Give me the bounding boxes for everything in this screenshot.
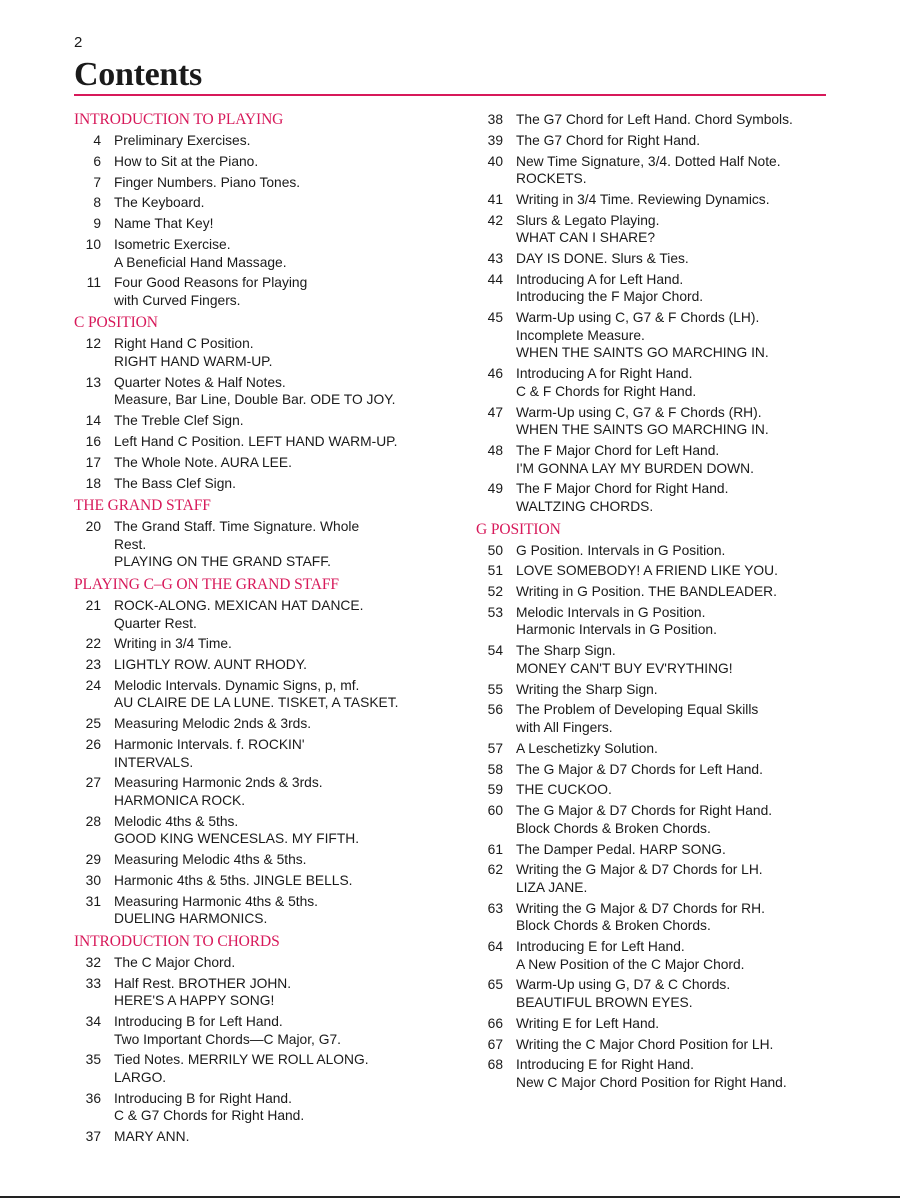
entry-page-number: 32 <box>85 954 101 970</box>
entry-line: The Grand Staff. Time Signature. Whole <box>114 519 360 535</box>
entry-page-number: 50 <box>487 542 503 558</box>
toc-entry <box>74 872 434 890</box>
entry-line: Introducing A for Left Hand. <box>516 271 684 287</box>
entry-page-number: 16 <box>85 434 101 449</box>
entry-line: G Position. Intervals in G Position. <box>516 542 726 558</box>
toc-entry <box>476 583 836 601</box>
entry-text <box>516 604 836 639</box>
entry-line: Harmonic 4ths & 5ths. JINGLE BELLS. <box>114 872 353 888</box>
bottom-border <box>0 1196 900 1198</box>
entry-line: HARMONICA ROCK. <box>114 793 246 808</box>
entry-line: Warm-Up using G, D7 & C Chords. <box>516 977 731 993</box>
entry-page-number: 42 <box>487 212 503 228</box>
entry-page-number: 40 <box>487 153 503 169</box>
entry-line: C & G7 Chords for Right Hand. <box>114 1108 305 1124</box>
entry-text <box>114 194 434 212</box>
toc-entry <box>74 475 434 493</box>
section-heading: INTRODUCTION TO PLAYING <box>74 111 284 128</box>
entry-text <box>516 1015 836 1033</box>
entry-page-number: 26 <box>85 737 101 753</box>
entry-text <box>114 1013 434 1048</box>
entry-line: WHAT CAN I SHARE? <box>516 230 656 246</box>
toc-entry <box>476 740 836 758</box>
entry-text <box>516 861 836 896</box>
entry-line: Introducing A for Right Hand. <box>516 366 693 382</box>
entry-text <box>516 900 836 935</box>
entry-page-number: 18 <box>85 475 101 491</box>
section-heading: THE GRAND STAFF <box>74 497 211 515</box>
entry-line: Melodic Intervals. Dynamic Signs, p, mf. <box>114 677 360 693</box>
entry-text <box>516 404 836 439</box>
entry-page-number: 46 <box>487 366 503 382</box>
entry-line: Measuring Harmonic 4ths & 5ths. <box>114 893 318 909</box>
entry-line: Melodic Intervals in G Position. <box>516 604 706 620</box>
entry-line: The Damper Pedal. HARP SONG. <box>516 841 726 857</box>
entry-line: with Curved Fingers. <box>114 292 241 308</box>
entry-line: LARGO. <box>114 1070 167 1086</box>
entry-text <box>114 872 434 890</box>
entry-page-number: 60 <box>487 803 503 819</box>
entry-line: Introducing the F Major Chord. <box>516 289 704 305</box>
entry-page-number: 39 <box>487 132 503 148</box>
entry-text <box>516 250 836 268</box>
entry-page-number: 59 <box>487 782 503 798</box>
toc-entry <box>476 542 836 560</box>
page-title: Contents <box>74 56 202 93</box>
entry-page-number: 64 <box>487 939 503 955</box>
entry-text <box>516 271 836 306</box>
entry-page-number: 7 <box>93 174 101 190</box>
entry-line: The F Major Chord for Right Hand. <box>516 481 729 497</box>
entry-page-number: 4 <box>93 133 101 148</box>
entry-text <box>516 365 836 400</box>
entry-page-number: 12 <box>85 336 101 352</box>
entry-line: DAY IS DONE. Slurs & Ties. <box>516 251 689 267</box>
section-heading: C POSITION <box>74 314 158 332</box>
entry-line: BEAUTIFUL BROWN EYES. <box>516 995 693 1010</box>
entry-page-number: 23 <box>85 657 101 673</box>
title-rule <box>74 94 826 96</box>
entry-line: Writing in G Position. THE BANDLEADER. <box>516 584 777 600</box>
entry-text <box>114 274 434 309</box>
toc-entry <box>74 813 434 848</box>
toc-entry <box>74 736 434 771</box>
entry-text <box>114 132 434 150</box>
entry-text <box>114 518 434 571</box>
toc-entry <box>74 893 434 928</box>
entry-line: Two Important Chords—C Major, G7. <box>114 1031 341 1047</box>
entry-line: Four Good Reasons for Playing <box>114 275 308 291</box>
toc-entry <box>476 802 836 837</box>
entry-page-number: 22 <box>85 636 101 652</box>
entry-page-number: 35 <box>85 1052 101 1068</box>
section-heading: PLAYING C–G ON THE GRAND STAFF <box>74 575 339 593</box>
toc-entry <box>74 433 434 451</box>
entry-text <box>516 309 836 362</box>
entry-line: DUELING HARMONICS. <box>114 911 268 927</box>
entry-line: THE CUCKOO. <box>516 782 612 798</box>
entry-line: Slurs & Legato Playing. <box>516 212 660 228</box>
entry-line: Introducing B for Right Hand. <box>114 1090 292 1106</box>
entry-text <box>114 153 434 171</box>
entry-line: Warm-Up using C, G7 & F Chords (LH). <box>516 310 760 326</box>
entry-line: The G7 Chord for Left Hand. Chord Symbols. <box>516 112 793 127</box>
entry-text <box>516 132 836 150</box>
entry-line: C & F Chords for Right Hand. <box>516 383 697 399</box>
entry-page-number: 8 <box>93 195 101 211</box>
entry-page-number: 58 <box>487 761 503 777</box>
toc-entry <box>74 215 434 233</box>
toc-entry <box>476 153 836 188</box>
toc-entry <box>74 677 434 712</box>
entry-text <box>516 802 836 837</box>
entry-line: New C Major Chord Position for Right Hand. <box>516 1074 787 1090</box>
entry-page-number: 61 <box>487 841 503 857</box>
entry-page-number: 56 <box>487 702 503 718</box>
toc-entry <box>74 194 434 212</box>
entry-page-number: 13 <box>85 374 101 390</box>
toc-entry <box>476 1056 836 1091</box>
toc-entry <box>476 309 836 362</box>
entry-text <box>516 111 836 129</box>
entry-line: New Time Signature, 3/4. Dotted Half Note. <box>516 153 781 169</box>
toc-entry <box>476 250 836 268</box>
entry-page-number: 31 <box>85 893 101 909</box>
toc-entry <box>74 635 434 653</box>
entry-text <box>114 677 434 712</box>
toc-entry <box>476 404 836 439</box>
entry-text <box>516 841 836 859</box>
entry-line: Incomplete Measure. <box>516 327 645 343</box>
entry-line: Harmonic Intervals in G Position. <box>516 622 717 638</box>
entry-page-number: 27 <box>85 775 101 791</box>
entry-page-number: 38 <box>487 112 503 127</box>
entry-page-number: 28 <box>85 813 101 829</box>
entry-line: WALTZING CHORDS. <box>516 498 654 514</box>
entry-line: Writing the Sharp Sign. <box>516 681 658 697</box>
entry-text <box>516 642 836 677</box>
entry-text <box>114 1051 434 1086</box>
entry-page-number: 52 <box>487 584 503 600</box>
entry-line: Writing the C Major Chord Position for LH. <box>516 1036 774 1052</box>
entry-text <box>516 938 836 973</box>
toc-entry <box>476 976 836 1011</box>
entry-text <box>516 976 836 1011</box>
entry-page-number: 20 <box>85 519 101 535</box>
toc-entry <box>476 761 836 779</box>
entry-line: WHEN THE SAINTS GO MARCHING IN. <box>516 422 769 438</box>
toc-entry <box>476 701 836 736</box>
entry-page-number: 55 <box>487 681 503 697</box>
toc-entry <box>74 412 434 430</box>
toc-entry <box>476 938 836 973</box>
entry-line: Block Chords & Broken Chords. <box>516 820 711 836</box>
page-number: 2 <box>74 34 83 51</box>
entry-line: The Treble Clef Sign. <box>114 413 244 429</box>
entry-line: Right Hand C Position. <box>114 336 254 352</box>
entry-page-number: 67 <box>487 1036 503 1052</box>
entry-text <box>516 761 836 779</box>
entry-line: with All Fingers. <box>516 720 613 735</box>
entry-line: Harmonic Intervals. f. ROCKIN' <box>114 737 305 753</box>
entry-text <box>114 774 434 809</box>
section-heading: INTRODUCTION TO CHORDS <box>74 932 280 950</box>
entry-line: RIGHT HAND WARM-UP. <box>114 354 273 370</box>
entry-line: The G Major & D7 Chords for Left Hand. <box>516 761 763 777</box>
entry-line: Tied Notes. MERRILY WE ROLL ALONG. <box>114 1052 369 1068</box>
entry-line: Isometric Exercise. <box>114 236 231 252</box>
toc-entry <box>476 604 836 639</box>
entry-text <box>114 174 434 192</box>
toc-entry <box>476 480 836 515</box>
entry-page-number: 54 <box>487 643 503 659</box>
entry-text <box>114 851 434 869</box>
entry-text <box>516 1056 836 1091</box>
entry-text <box>114 412 434 430</box>
entry-text <box>516 583 836 601</box>
toc-entry <box>74 518 434 571</box>
entry-text <box>114 1090 434 1125</box>
entry-text <box>114 374 434 409</box>
entry-line: Quarter Rest. <box>114 615 197 631</box>
entry-page-number: 48 <box>487 442 503 458</box>
toc-entry <box>476 111 836 129</box>
toc-entry <box>476 132 836 150</box>
toc-entry <box>74 174 434 192</box>
entry-page-number: 66 <box>487 1015 503 1031</box>
entry-line: The Keyboard. <box>114 195 205 211</box>
entry-line: A New Position of the C Major Chord. <box>516 956 745 972</box>
toc-entry <box>476 562 836 580</box>
section-heading: G POSITION <box>476 520 561 538</box>
entry-line: Melodic 4ths & 5ths. <box>114 813 239 829</box>
toc-entry <box>74 236 434 271</box>
entry-text <box>114 954 434 972</box>
toc-entry <box>74 454 434 472</box>
entry-line: The C Major Chord. <box>114 954 236 970</box>
entry-page-number: 53 <box>487 604 503 620</box>
entry-line: I'M GONNA LAY MY BURDEN DOWN. <box>516 460 754 476</box>
toc-entry <box>74 153 434 171</box>
entry-page-number: 41 <box>487 191 503 207</box>
entry-line: HERE'S A HAPPY SONG! <box>114 993 275 1009</box>
entry-page-number: 30 <box>85 872 101 888</box>
entry-line: Measure, Bar Line, Double Bar. ODE TO JOY. <box>114 392 396 408</box>
entry-line: The F Major Chord for Left Hand. <box>516 442 720 458</box>
entry-text <box>114 635 434 653</box>
entry-page-number: 68 <box>487 1057 503 1073</box>
entry-text <box>114 215 434 233</box>
entry-line: Introducing B for Left Hand. <box>114 1014 283 1030</box>
entry-text <box>114 656 434 674</box>
toc-entry <box>74 1013 434 1048</box>
entry-page-number: 33 <box>85 975 101 991</box>
toc-entry <box>476 861 836 896</box>
entry-line: The Sharp Sign. <box>516 643 616 659</box>
entry-page-number: 21 <box>85 597 101 613</box>
toc-entry <box>74 335 434 370</box>
entry-line: MARY ANN. <box>114 1129 190 1145</box>
entry-line: Block Chords & Broken Chords. <box>516 918 711 934</box>
entry-text <box>516 542 836 560</box>
entry-line: ROCK-ALONG. MEXICAN HAT DANCE. <box>114 597 364 613</box>
toc-entry <box>476 365 836 400</box>
entry-line: Introducing E for Left Hand. <box>516 939 685 955</box>
entry-page-number: 29 <box>85 852 101 868</box>
entry-page-number: 51 <box>487 563 503 579</box>
toc-entry <box>476 271 836 306</box>
entry-line: GOOD KING WENCESLAS. MY FIFTH. <box>114 831 360 847</box>
toc-entry <box>74 132 434 150</box>
right-column <box>476 111 836 1095</box>
entry-line: Warm-Up using C, G7 & F Chords (RH). <box>516 404 762 420</box>
entry-line: Rest. <box>114 536 147 552</box>
entry-page-number: 14 <box>85 413 101 429</box>
entry-page-number: 49 <box>487 481 503 497</box>
entry-page-number: 9 <box>93 216 101 232</box>
entry-text <box>516 681 836 699</box>
entry-text <box>516 562 836 580</box>
entry-line: The Problem of Developing Equal Skills <box>516 702 759 718</box>
entry-text <box>114 893 434 928</box>
entry-text <box>516 442 836 477</box>
entry-line: Finger Numbers. Piano Tones. <box>114 174 301 190</box>
entry-text <box>114 454 434 472</box>
entry-line: The Bass Clef Sign. <box>114 475 236 491</box>
entry-line: Introducing E for Right Hand. <box>516 1057 694 1073</box>
entry-line: WHEN THE SAINTS GO MARCHING IN. <box>516 345 769 361</box>
entry-line: Writing in 3/4 Time. <box>114 636 232 652</box>
entry-page-number: 65 <box>487 977 503 993</box>
toc-entry <box>74 954 434 972</box>
entry-line: Writing the G Major & D7 Chords for RH. <box>516 900 765 916</box>
entry-text <box>114 433 434 451</box>
toc-entry <box>476 1015 836 1033</box>
entry-page-number: 10 <box>85 236 101 252</box>
entry-line: INTERVALS. <box>114 754 194 770</box>
entry-text <box>516 781 836 799</box>
entry-text <box>114 975 434 1010</box>
entry-page-number: 45 <box>487 310 503 326</box>
toc-entry <box>476 781 836 799</box>
entry-line: ROCKETS. <box>516 171 587 187</box>
entry-page-number: 47 <box>487 404 503 420</box>
entry-text <box>114 335 434 370</box>
toc-entry <box>476 681 836 699</box>
entry-page-number: 25 <box>85 716 101 732</box>
toc-entry <box>74 274 434 309</box>
entry-text <box>516 480 836 515</box>
entry-text <box>114 597 434 632</box>
entry-text <box>516 740 836 758</box>
entry-page-number: 24 <box>85 677 101 693</box>
entry-page-number: 62 <box>487 862 503 878</box>
entry-page-number: 63 <box>487 900 503 916</box>
entry-text <box>114 736 434 771</box>
entry-line: Name That Key! <box>114 216 214 232</box>
entry-page-number: 11 <box>86 275 101 291</box>
entry-text <box>114 1128 434 1146</box>
entry-line: AU CLAIRE DE LA LUNE. TISKET, A TASKET. <box>114 695 399 711</box>
toc-entry <box>74 374 434 409</box>
toc-entry <box>476 1036 836 1054</box>
entry-line: Quarter Notes & Half Notes. <box>114 374 286 390</box>
entry-text <box>516 701 836 736</box>
entry-line: Measuring Melodic 2nds & 3rds. <box>114 716 312 732</box>
entry-page-number: 57 <box>487 740 503 756</box>
entry-line: The G7 Chord for Right Hand. <box>516 132 701 148</box>
entry-text <box>114 475 434 493</box>
toc-entry <box>476 442 836 477</box>
toc-entry <box>74 715 434 733</box>
entry-page-number: 36 <box>85 1090 101 1106</box>
entry-line: Measuring Melodic 4ths & 5ths. <box>114 852 307 868</box>
toc-entry <box>74 1090 434 1125</box>
entry-page-number: 6 <box>93 153 101 169</box>
left-column <box>74 111 434 1149</box>
entry-line: Writing the G Major & D7 Chords for LH. <box>516 862 763 878</box>
toc-entry <box>74 851 434 869</box>
entry-line: Measuring Harmonic 2nds & 3rds. <box>114 775 323 791</box>
toc-entry <box>476 191 836 209</box>
toc-entry <box>476 841 836 859</box>
toc-entry <box>476 900 836 935</box>
toc-entry <box>74 774 434 809</box>
entry-text <box>516 212 836 247</box>
toc-entry <box>476 212 836 247</box>
entry-line: LIZA JANE. <box>516 879 588 895</box>
entry-line: Writing in 3/4 Time. Reviewing Dynamics. <box>516 191 770 207</box>
entry-text <box>516 1036 836 1054</box>
entry-text <box>114 813 434 848</box>
entry-line: LOVE SOMEBODY! A FRIEND LIKE YOU. <box>516 563 778 579</box>
entry-page-number: 44 <box>487 271 503 287</box>
entry-line: PLAYING ON THE GRAND STAFF. <box>114 554 331 570</box>
entry-line: The Whole Note. AURA LEE. <box>114 454 292 470</box>
toc-entry <box>74 1128 434 1146</box>
entry-line: How to Sit at the Piano. <box>114 153 259 169</box>
entry-text <box>516 153 836 188</box>
toc-entry <box>74 656 434 674</box>
toc-entry <box>476 642 836 677</box>
entry-line: A Beneficial Hand Massage. <box>114 254 287 270</box>
entry-line: Preliminary Exercises. <box>114 133 251 148</box>
entry-page-number: 34 <box>85 1014 101 1030</box>
toc-entry <box>74 1051 434 1086</box>
entry-line: Half Rest. BROTHER JOHN. <box>114 975 292 991</box>
entry-text <box>114 715 434 733</box>
entry-line: Writing E for Left Hand. <box>516 1015 660 1031</box>
entry-line: The G Major & D7 Chords for Right Hand. <box>516 803 773 819</box>
toc-entry <box>74 597 434 632</box>
entry-line: Left Hand C Position. LEFT HAND WARM-UP. <box>114 434 398 449</box>
entry-page-number: 37 <box>85 1129 101 1145</box>
entry-text <box>114 236 434 271</box>
entry-line: LIGHTLY ROW. AUNT RHODY. <box>114 657 307 673</box>
entry-page-number: 43 <box>487 251 503 267</box>
entry-line: MONEY CAN'T BUY EV'RYTHING! <box>516 660 733 676</box>
entry-page-number: 17 <box>85 454 101 470</box>
entry-text <box>516 191 836 209</box>
entry-line: A Leschetizky Solution. <box>516 740 658 756</box>
toc-entry <box>74 975 434 1010</box>
